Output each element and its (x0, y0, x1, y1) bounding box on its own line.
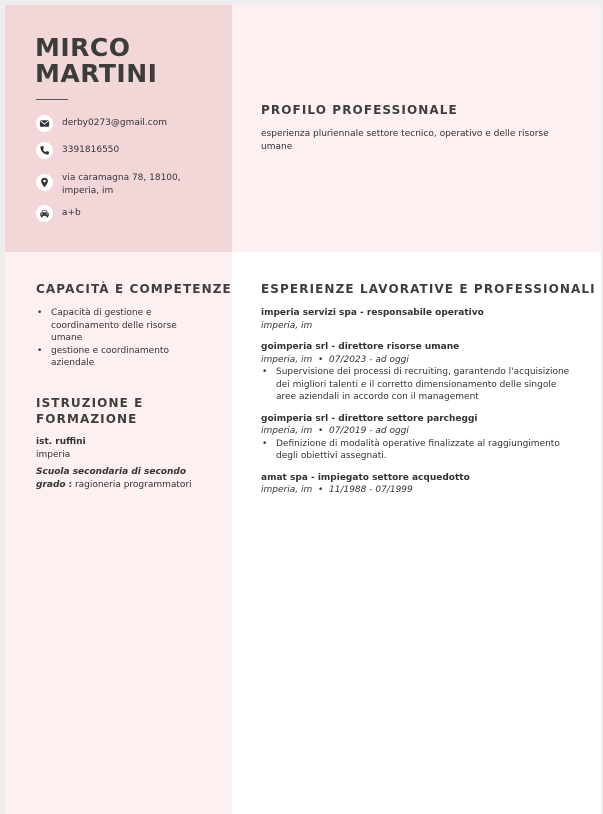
first-name: MIRCO (35, 33, 131, 62)
degree-line (36, 466, 211, 491)
skill-item: • gestione e coordinamento aziendale (36, 345, 196, 370)
job-entry (261, 307, 579, 332)
job-title: amat spa - impiegato settore acquedotto (261, 472, 470, 483)
name-divider (36, 99, 68, 100)
skills-title: CAPACITÀ E COMPETENZE (36, 282, 232, 296)
job-dates: 07/2023 - ad oggi (329, 354, 409, 365)
job-description (261, 366, 579, 404)
location-icon (36, 174, 53, 191)
profile-title: PROFILO PROFESSIONALE (261, 103, 458, 117)
job-location: imperia, im (261, 320, 313, 331)
job-entry (261, 472, 579, 497)
job-dates: 07/2019 - ad oggi (329, 426, 409, 436)
job-location: imperia, im (261, 354, 313, 365)
candidate-name (35, 35, 157, 87)
education-entry (36, 436, 211, 491)
contact-address (36, 172, 192, 197)
job-meta (261, 320, 579, 333)
job-entry (261, 413, 579, 463)
education-title: ISTRUZIONE E FORMAZIONE (36, 396, 144, 426)
email-icon (36, 115, 53, 132)
phone-icon (36, 142, 53, 159)
job-meta: imperia, im • 07/2019 - ad oggi (261, 426, 409, 436)
experience-title: ESPERIENZE LAVORATIVE E PROFESSIONALI (261, 282, 596, 296)
skill-item: • Capacità di gestione e coordinamento delle risorse umane (36, 307, 196, 345)
last-name: MARTINI (35, 59, 158, 88)
degree-name: Scuola secondaria di secondo grado (36, 467, 187, 490)
job-location: imperia, im (261, 485, 313, 495)
job-title: goimperia srl - direttore settore parcheggi (261, 413, 478, 424)
job-meta: imperia, im • 11/1988 - 07/1999 (261, 485, 413, 495)
profile-text: esperienza pluriennale settore tecnico, operativo e delle risorse umane (261, 129, 549, 152)
job-meta: imperia, im • 07/2023 - ad oggi (261, 354, 409, 365)
degree-separator: : (68, 479, 73, 490)
job-bullet: • Definizione di modalità operative finalizzate al raggiungimento degli obiettivi assegnati. (261, 438, 579, 463)
skills-list (36, 307, 196, 370)
email-text: derby0273@gmail.com (62, 118, 167, 128)
degree-field: ragioneria programmatori (74, 479, 192, 490)
school-name: ist. ruffini (36, 437, 86, 447)
contact-license (36, 205, 81, 222)
job-title: imperia servizi spa - responsabile operativo (261, 308, 484, 318)
address-text: via caramagna 78, 18100, imperia, im (62, 173, 181, 196)
phone-text: 3391816550 (62, 145, 120, 155)
job-location: imperia, im (261, 426, 313, 436)
contact-email (36, 115, 167, 132)
license-text: a+b (62, 208, 81, 218)
experience-list (261, 307, 579, 506)
job-description (261, 438, 579, 463)
job-title: goimperia srl - direttore risorse umane (261, 342, 460, 352)
contact-phone (36, 142, 119, 159)
job-bullet: • Supervisione dei processi di recruiting, garantendo l'acquisizione dei migliori talenti e il corretto dimensionamento delle singole aree aziendali in accordo con il management (261, 366, 579, 404)
resume-page (5, 5, 601, 814)
car-icon (36, 205, 53, 222)
job-entry (261, 341, 579, 404)
job-dates: 11/1988 - 07/1999 (329, 485, 413, 495)
school-city: imperia (36, 449, 71, 460)
